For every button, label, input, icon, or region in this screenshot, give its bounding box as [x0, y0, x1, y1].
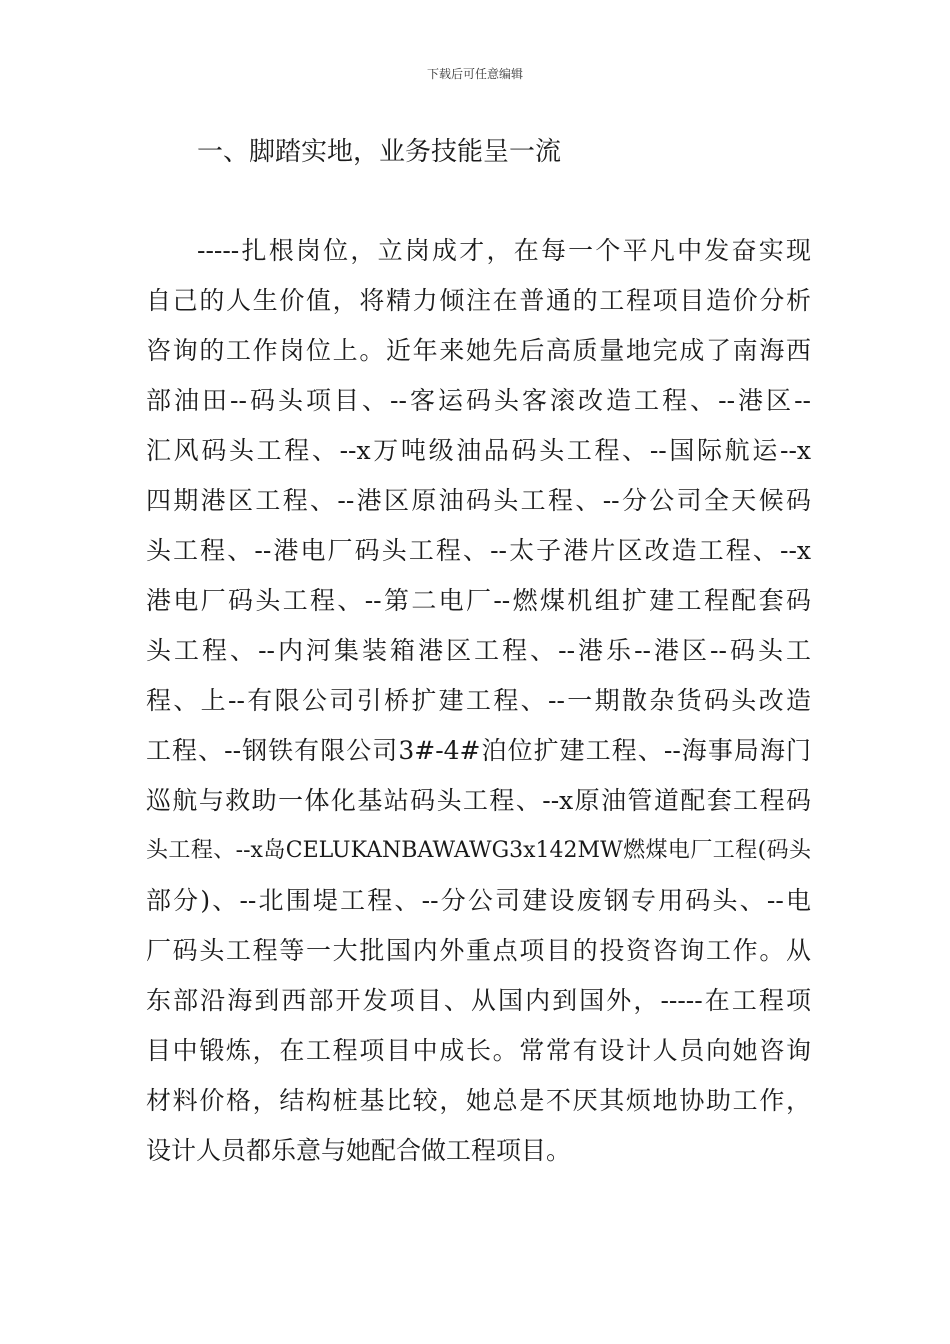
paragraph-line: 东部沿海到西部开发项目、从国内到国外，-----在工程项: [146, 986, 811, 1015]
header-note: 下载后可任意编辑: [426, 67, 523, 81]
paragraph-line: 材料价格，结构桩基比较，她总是不厌其烦地协助工作，: [146, 1086, 811, 1115]
paragraph-line: 头工程、--x岛CELUKANBAWAWG3x142MW燃煤电厂工程(码头: [146, 838, 811, 863]
paragraph-line: 设计人员都乐意与她配合做工程项目。: [146, 1136, 572, 1165]
paragraph-line: 巡航与救助一体化基站码头工程、--x原油管道配套工程码: [146, 786, 811, 815]
paragraph-line: 部分)、--北围堤工程、--分公司建设废钢专用码头、--电: [146, 886, 811, 915]
paragraph-line: 港电厂码头工程、--第二电厂--燃煤机组扩建工程配套码: [146, 586, 811, 615]
body-paragraph: [146, 226, 811, 1176]
paragraph-line: 咨询的工作岗位上。近年来她先后高质量地完成了南海西: [146, 336, 811, 365]
paragraph-line: 汇风码头工程、--x万吨级油品码头工程、--国际航运--x: [146, 436, 811, 465]
paragraph-line: 程、上--有限公司引桥扩建工程、--一期散杂货码头改造: [146, 686, 811, 715]
paragraph-line: 部油田--码头项目、--客运码头客滚改造工程、--港区--: [146, 386, 811, 415]
paragraph-line: 工程、--钢铁有限公司3#-4#泊位扩建工程、--海事局海门: [146, 736, 811, 765]
paragraph-line: -----扎根岗位，立岗成才，在每一个平凡中发奋实现: [197, 236, 811, 265]
paragraph-line: 头工程、--内河集装箱港区工程、--港乐--港区--码头工: [146, 636, 811, 665]
paragraph-line: 厂码头工程等一大批国内外重点项目的投资咨询工作。从: [146, 936, 811, 965]
paragraph-line: 目中锻炼，在工程项目中成长。常常有设计人员向她咨询: [146, 1036, 811, 1065]
paragraph-line: 头工程、--港电厂码头工程、--太子港片区改造工程、--x: [146, 536, 811, 565]
paragraph-line: 自己的人生价值，将精力倾注在普通的工程项目造价分析: [146, 286, 811, 315]
section-heading: 一、脚踏实地，业务技能呈一流: [197, 137, 562, 167]
paragraph-line: 四期港区工程、--港区原油码头工程、--分公司全天候码: [146, 486, 811, 515]
